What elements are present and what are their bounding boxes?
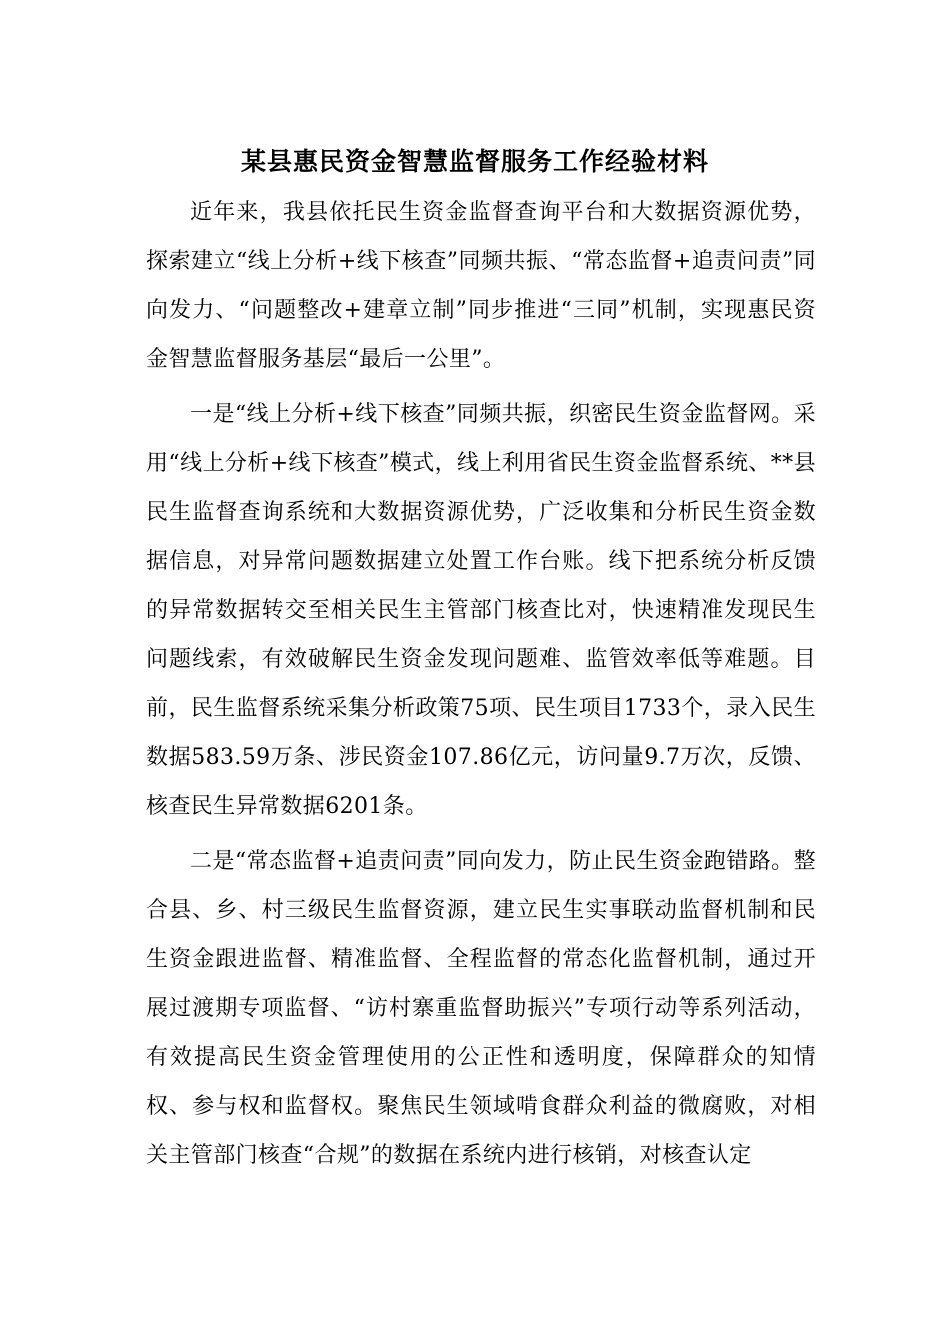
paragraph-point-two: 二是“常态监督+追责问责”同向发力，防止民生资金跑错路。整合县、乡、村三级民生监督资源，建立民生实事联动监督机制和民生资金跟进监督、精准监督、全程监督的常态化监督机制，通过开展过渡期专项监督、“访村寨重监督助振兴”专项行动等系列活动，有效提高民生资金管理使用的公正性和透明度，保障群众的知情权、参与权和监督权。聚焦民生领域啃食群众利益的微腐败，对相关主管部门核查“合规”的数据在系统内进行核销，对核查认定 [146, 849, 816, 1168]
paragraph-intro: 近年来，我县依托民生资金监督查询平台和大数据资源优势，探索建立“线上分析+线下核查”同频共振、“常态监督+追责问责”同向发力、“问题整改+建章立制”同步推进“三同”机制，实现惠民资金智慧监督服务基层“最后一公里”。 [146, 200, 816, 372]
paragraph-point-one: 一是“线上分析+线下核查”同频共振，织密民生资金监督网。采用“线上分析+线下核查”模式，线上利用省民生资金监督系统、**县民生监督查询系统和大数据资源优势，广泛收集和分析民生资金数据信息，对异常问题数据建立处置工作台账。线下把系统分析反馈的异常数据转交至相关民生主管部门核查比对，快速精准发现民生问题线索，有效破解民生资金发现问题难、监管效率低等难题。目前，民生监督系统采集分析政策75项、民生项目1733个，录入民生数据583.59万条、涉民资金107.86亿元，访问量9.7万次，反馈、核查民生异常数据6201条。 [146, 402, 816, 819]
document-body [146, 188, 816, 1180]
document-title: 某县惠民资金智慧监督服务工作经验材料 [240, 147, 709, 176]
